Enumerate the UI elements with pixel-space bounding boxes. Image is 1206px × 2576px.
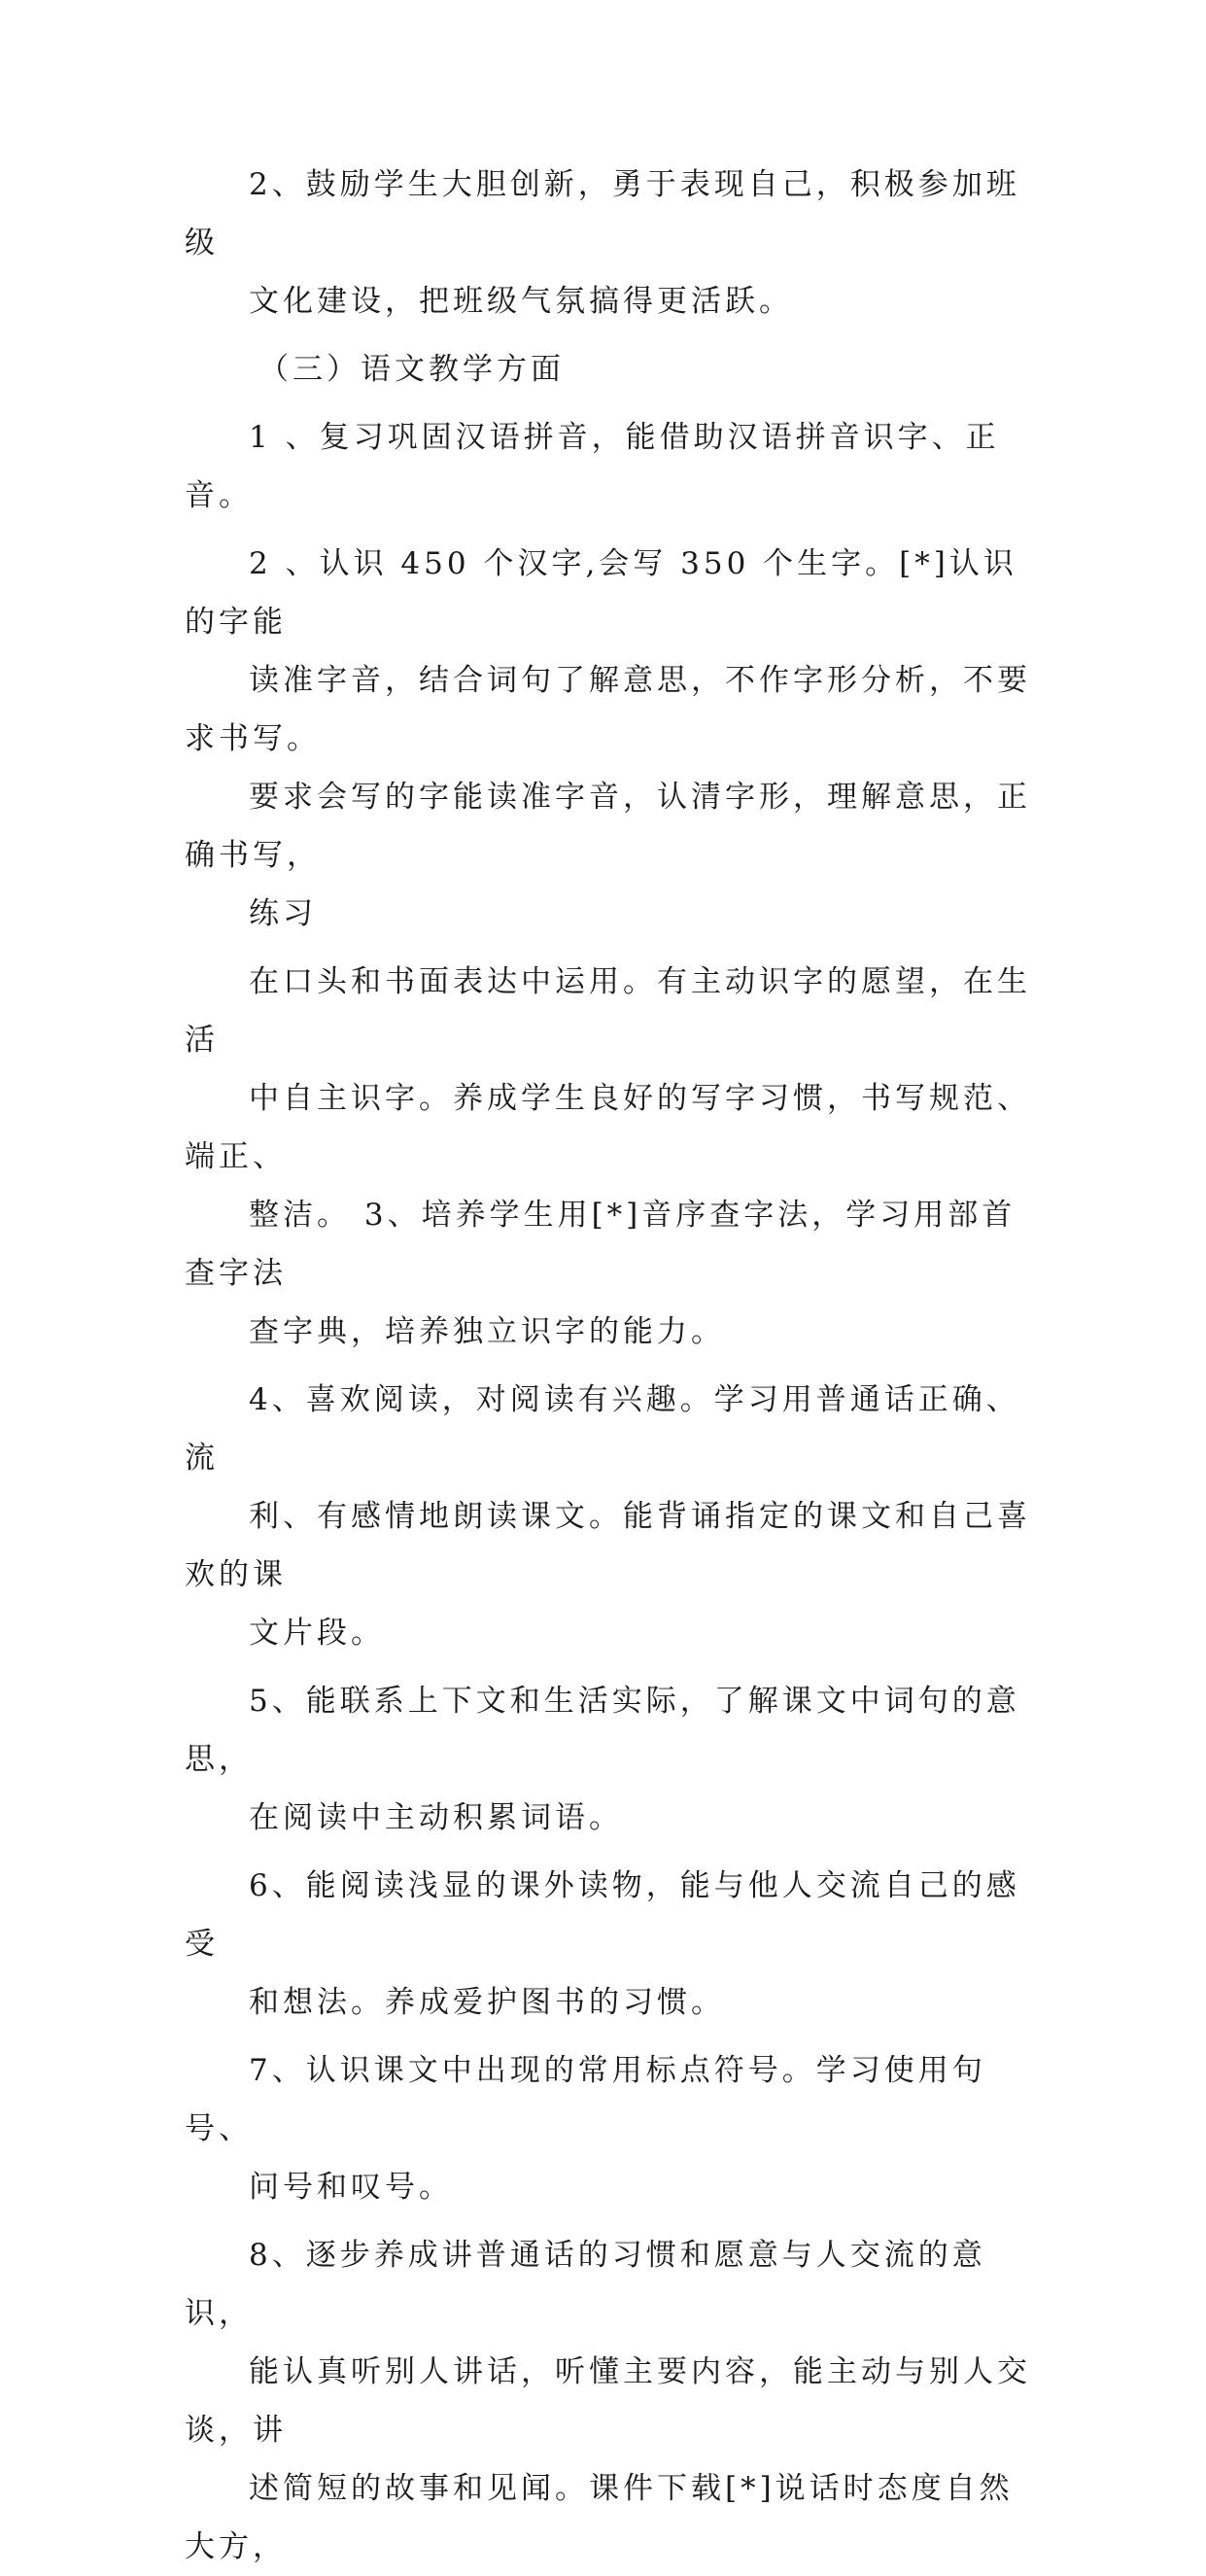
text-line: 利、有感情地朗读课文。能背诵指定的课文和自己喜欢的课 xyxy=(185,1499,1031,1592)
text-line: 文片段。 xyxy=(249,1616,385,1651)
text-line: 在口头和书面表达中运用。有主动识字的愿望，在生活 xyxy=(185,964,1031,1058)
paragraph-class-culture xyxy=(185,156,1040,331)
section-heading-chinese-teaching xyxy=(185,340,1040,399)
paragraph-writing-habits xyxy=(185,953,1040,1361)
text-line: 整洁。 3、培养学生用[*]音序查字法，学习用部首查字法 xyxy=(185,1198,1016,1291)
text-line: 5、能联系上下文和生活实际，了解课文中词句的意思， xyxy=(185,1684,1020,1777)
text-line: 和想法。养成爱护图书的习惯。 xyxy=(249,1985,725,2020)
paragraph-punctuation xyxy=(185,2041,1040,2216)
text-line: 述简短的故事和见闻。课件下载[*]说话时态度自然大方， xyxy=(185,2471,1014,2564)
text-line: 要求会写的字能读准字音，认清字形，理解意思，正确书写， xyxy=(185,780,1031,873)
text-line: 6、能阅读浅显的课外读物，能与他人交流自己的感受 xyxy=(185,1868,1020,1962)
text-line: 4、喜欢阅读，对阅读有兴趣。学习用普通话正确、流 xyxy=(185,1382,1020,1476)
paragraph-context-understanding xyxy=(185,1672,1040,1847)
text-line: 7、认识课文中出现的常用标点符号。学习使用句号、 xyxy=(185,2053,986,2146)
text-line: 在阅读中主动积累词语。 xyxy=(249,1800,623,1835)
paragraph-character-recognition xyxy=(185,535,1040,943)
text-line: 文化建设，把班级气氛搞得更活跃。 xyxy=(249,284,793,319)
text-line: 练习 xyxy=(249,896,317,931)
paragraph-speaking-habits xyxy=(185,2226,1040,2576)
text-line: 能认真听别人讲话，听懂主要内容，能主动与别人交谈，讲 xyxy=(185,2354,1031,2448)
paragraph-reading-interest xyxy=(185,1371,1040,1662)
text-line: （三）语文教学方面 xyxy=(258,352,565,387)
text-line: 问号和叹号。 xyxy=(249,2170,453,2205)
text-line: 查字典，培养独立识字的能力。 xyxy=(249,1314,725,1349)
text-line: 中自主识字。养成学生良好的写字习惯，书写规范、端正、 xyxy=(185,1081,1031,1174)
text-line: 2 、认识 450 个汉字,会写 350 个生字。[*]认识的字能 xyxy=(185,546,1017,640)
paragraph-extracurricular-reading xyxy=(185,1857,1040,2032)
paragraph-pinyin-review xyxy=(185,408,1040,525)
text-line: 2、鼓励学生大胆创新，勇于表现自己，积极参加班级 xyxy=(185,167,1020,261)
text-line: 1 、复习巩固汉语拼音，能借助汉语拼音识字、正音。 xyxy=(185,420,1000,513)
text-line: 8、逐步养成讲普通话的习惯和愿意与人交流的意识， xyxy=(185,2238,986,2331)
text-line: 读准字音，结合词句了解意思，不作字形分析，不要求书写。 xyxy=(185,663,1031,756)
document-body xyxy=(185,156,1040,2576)
